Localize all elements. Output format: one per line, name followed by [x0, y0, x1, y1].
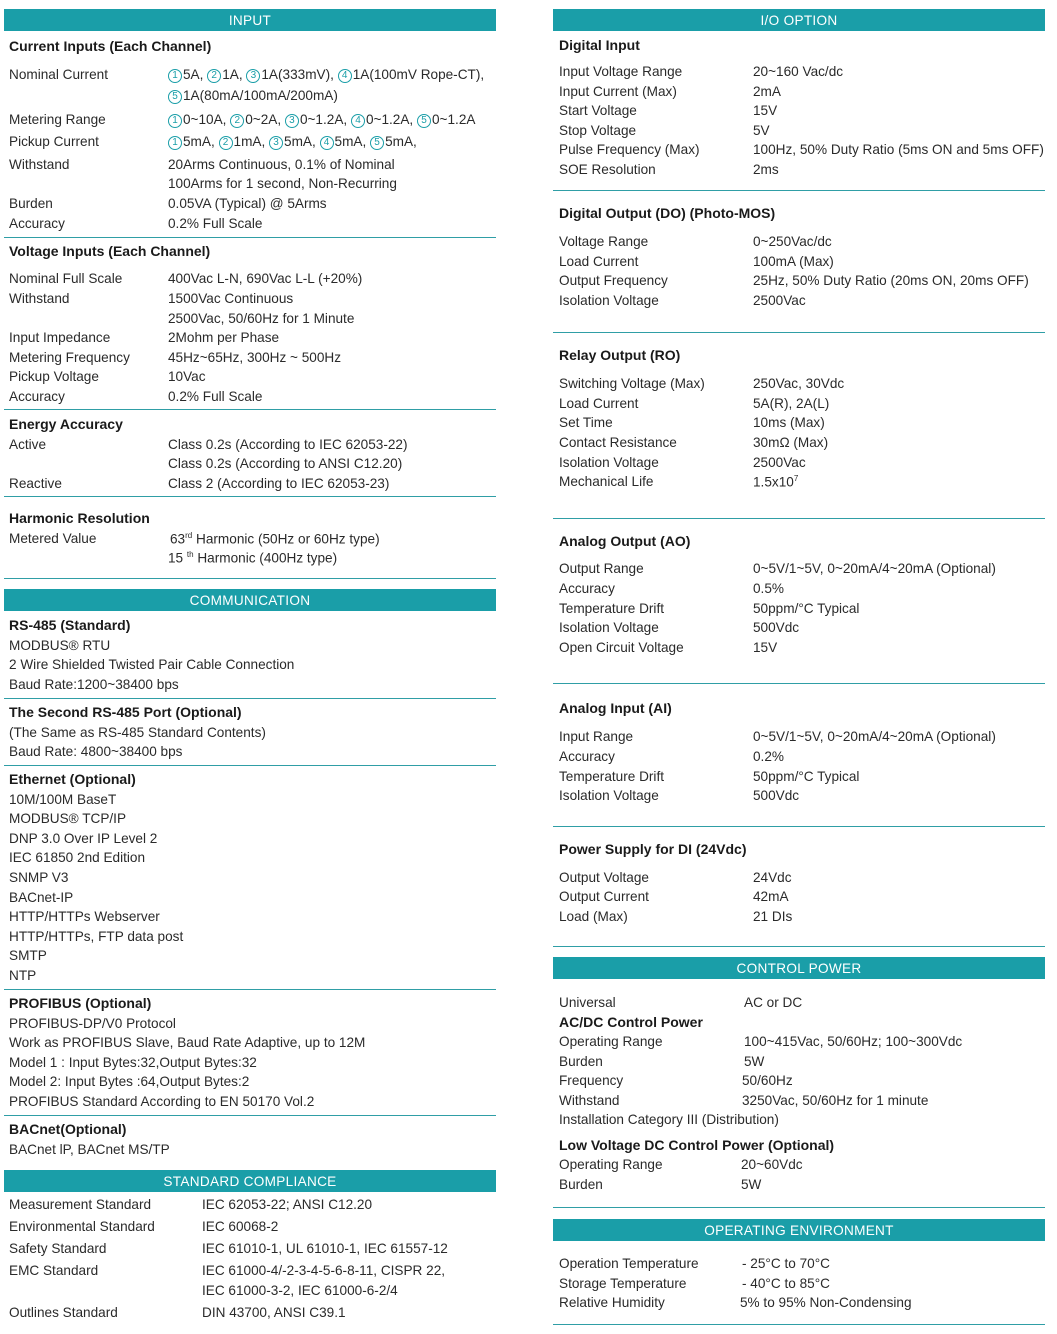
circled-1-icon: 1	[168, 69, 182, 83]
ao-value: 0.5%	[753, 581, 784, 596]
lv-value: 20~60Vdc	[741, 1157, 803, 1172]
rs485-line: MODBUS® RTU	[9, 638, 111, 653]
circled-5-icon: 5	[370, 136, 384, 150]
circled-1-icon: 1	[168, 136, 182, 150]
ao-label: Open Circuit Voltage	[559, 640, 684, 655]
circled-5-icon: 5	[417, 114, 431, 128]
emc-standard-value-2: IEC 61000-3-2, IEC 61000-6-2/4	[202, 1283, 398, 1298]
cp-value: 3250Vac, 50/60Hz for 1 minute	[742, 1093, 929, 1108]
safety-standard-value: IEC 61010-1, UL 61010-1, IEC 61557-12	[202, 1241, 448, 1256]
do-label: Isolation Voltage	[559, 293, 659, 308]
harmonic-resolution-title: Harmonic Resolution	[9, 510, 150, 526]
di-label: Start Voltage	[559, 103, 637, 118]
divider	[4, 409, 496, 410]
ro-value: 10ms (Max)	[753, 415, 825, 430]
profibus-title: PROFIBUS (Optional)	[9, 995, 152, 1011]
env-value: 5% to 95% Non-Condensing	[740, 1295, 912, 1310]
env-value: - 40°C to 85°C	[742, 1276, 830, 1291]
ethernet-line: MODBUS® TCP/IP	[9, 811, 127, 826]
do-label: Load Current	[559, 254, 639, 269]
env-label: Operation Temperature	[559, 1256, 699, 1271]
ai-label: Temperature Drift	[559, 769, 665, 784]
ro-label: Contact Resistance	[559, 435, 677, 450]
active-value-2: Class 0.2s (According to ANSI C12.20)	[168, 456, 403, 471]
ao-label: Accuracy	[559, 581, 615, 596]
pickup-voltage-value: 10Vac	[168, 369, 206, 384]
input-impedance-value: 2Mohm per Phase	[168, 330, 280, 345]
di-value: 100Hz, 50% Duty Ratio (5ms ON and 5ms OFF)	[753, 142, 1044, 157]
ao-value: 500Vdc	[753, 620, 800, 635]
metered-value-2: 15 $^{th}$ Harmonic (400Hz type)	[168, 550, 338, 566]
do-value: 2500Vac	[753, 293, 806, 308]
do-label: Voltage Range	[559, 234, 649, 249]
ai-value: 500Vdc	[753, 788, 800, 803]
divider	[553, 1324, 1045, 1325]
ethernet-line: HTTP/HTTPs Webserver	[9, 909, 160, 924]
cp-label: Burden	[559, 1054, 603, 1069]
communication-header: COMMUNICATION	[4, 589, 496, 611]
ai-value: 0~5V/1~5V, 0~20mA/4~20mA (Optional)	[753, 729, 996, 744]
circled-1-icon: 1	[168, 114, 182, 128]
di-value: 2ms	[753, 162, 779, 177]
ao-value: 15V	[753, 640, 778, 655]
burden-label: Burden	[9, 196, 53, 211]
metered-value-1: 63rd Harmonic (50Hz or 60Hz type)	[170, 531, 380, 547]
do-value: 25Hz, 50% Duty Ratio (20ms ON, 20ms OFF)	[753, 273, 1029, 288]
emc-standard-value-1: IEC 61000-4/-2-3-4-5-6-8-11, CISPR 22,	[202, 1263, 446, 1278]
profibus-line: PROFIBUS Standard According to EN 50170 Vol.2	[9, 1094, 315, 1109]
ao-label: Temperature Drift	[559, 601, 665, 616]
ai-value: 0.2%	[753, 749, 784, 764]
rs485-line: 2 Wire Shielded Twisted Pair Cable Connection	[9, 657, 295, 672]
lv-label: Operating Range	[559, 1157, 663, 1172]
divider	[4, 237, 496, 238]
active-label: Active	[9, 437, 47, 452]
ao-label: Output Range	[559, 561, 644, 576]
acdc-control-power-title: AC/DC Control Power	[559, 1014, 703, 1030]
lv-value: 5W	[741, 1177, 762, 1192]
circled-3-icon: 3	[285, 114, 299, 128]
second-rs485-title: The Second RS-485 Port (Optional)	[9, 704, 242, 720]
profibus-line: Model 2: Input Bytes :64,Output Bytes:2	[9, 1074, 250, 1089]
ps-label: Output Current	[559, 889, 649, 904]
ps-label: Load (Max)	[559, 909, 628, 924]
ro-value: 30mΩ (Max)	[753, 435, 829, 450]
accuracy-value: 0.2% Full Scale	[168, 216, 263, 231]
divider	[4, 1115, 496, 1116]
energy-accuracy-title: Energy Accuracy	[9, 416, 123, 432]
do-label: Output Frequency	[559, 273, 668, 288]
measurement-standard-value: IEC 62053-22; ANSI C12.20	[202, 1197, 373, 1212]
ethernet-line: HTTP/HTTPs, FTP data post	[9, 929, 184, 944]
ethernet-line: 10M/100M BaseT	[9, 792, 117, 807]
relay-output-title: Relay Output (RO)	[559, 347, 681, 363]
circled-3-icon: 3	[246, 69, 260, 83]
di-label: SOE Resolution	[559, 162, 656, 177]
metering-frequency-label: Metering Frequency	[9, 350, 130, 365]
do-value: 100mA (Max)	[753, 254, 834, 269]
ethernet-title: Ethernet (Optional)	[9, 771, 136, 787]
metering-frequency-value: 45Hz~65Hz, 300Hz ~ 500Hz	[168, 350, 342, 365]
rs485-line: Baud Rate:1200~38400 bps	[9, 677, 179, 692]
di-value: 2mA	[753, 84, 781, 99]
ro-label: Load Current	[559, 396, 639, 411]
control-power-header: CONTROL POWER	[553, 957, 1045, 979]
di-value: 15V	[753, 103, 778, 118]
operating-environment-header: OPERATING ENVIRONMENT	[553, 1219, 1045, 1241]
input-impedance-label: Input Impedance	[9, 330, 111, 345]
reactive-value: Class 2 (According to IEC 62053-23)	[168, 476, 390, 491]
input-header: INPUT	[4, 9, 496, 31]
env-label: Relative Humidity	[559, 1295, 665, 1310]
cp-label: Operating Range	[559, 1034, 663, 1049]
analog-input-title: Analog Input (AI)	[559, 700, 672, 716]
voltage-accuracy-value: 0.2% Full Scale	[168, 389, 263, 404]
divider	[4, 765, 496, 766]
divider	[553, 518, 1045, 519]
reactive-label: Reactive	[9, 476, 62, 491]
universal-label: Universal	[559, 995, 616, 1010]
nominal-current-value-2: 5 1A(80mA/100mA/200mA)	[168, 88, 338, 104]
outlines-standard-value: DIN 43700, ANSI C39.1	[202, 1305, 346, 1320]
low-voltage-dc-title: Low Voltage DC Control Power (Optional)	[559, 1137, 835, 1153]
nominal-current-label: Nominal Current	[9, 67, 108, 82]
emc-standard-label: EMC Standard	[9, 1263, 99, 1278]
ethernet-line: BACnet-IP	[9, 890, 74, 905]
circled-2-icon: 2	[207, 69, 221, 83]
divider	[4, 698, 496, 699]
circled-4-icon: 4	[338, 69, 352, 83]
withstand-value-2: 100Arms for 1 second, Non-Recurring	[168, 176, 397, 191]
universal-value: AC or DC	[744, 995, 803, 1010]
cp-label: Withstand	[559, 1093, 620, 1108]
metered-value-label: Metered Value	[9, 531, 97, 546]
withstand-label: Withstand	[9, 157, 70, 172]
divider	[553, 190, 1045, 191]
environmental-standard-value: IEC 60068-2	[202, 1219, 279, 1234]
burden-value: 0.05VA (Typical) @ 5Arms	[168, 196, 327, 211]
ps-value: 21 DIs	[753, 909, 793, 924]
digital-output-title: Digital Output (DO) (Photo-MOS)	[559, 205, 776, 221]
cp-value: 50/60Hz	[742, 1073, 793, 1088]
voltage-withstand-value-1: 1500Vac Continuous	[168, 291, 294, 306]
ethernet-line: SNMP V3	[9, 870, 69, 885]
ro-value: 5A(R), 2A(L)	[753, 396, 830, 411]
second-rs485-line: Baud Rate: 4800~38400 bps	[9, 744, 183, 759]
bacnet-line: BACnet lP, BACnet MS/TP	[9, 1142, 170, 1157]
mechanical-life-value: $1.5x10^7$	[753, 474, 799, 490]
di-label: Pulse Frequency (Max)	[559, 142, 700, 157]
di-label: Input Voltage Range	[559, 64, 683, 79]
divider	[553, 946, 1045, 947]
ao-label: Isolation Voltage	[559, 620, 659, 635]
ai-value: 50ppm/°C Typical	[753, 769, 860, 784]
pickup-current-value: 1 5mA, 2 1mA, 3 5mA, 4 5mA, 5 5mA,	[168, 134, 417, 150]
nominal-full-scale-label: Nominal Full Scale	[9, 271, 123, 286]
pickup-current-label: Pickup Current	[9, 134, 99, 149]
ro-label: Set Time	[559, 415, 613, 430]
di-value: 5V	[753, 123, 770, 138]
ps-label: Output Voltage	[559, 870, 649, 885]
divider	[553, 683, 1045, 684]
current-inputs-title: Current Inputs (Each Channel)	[9, 38, 212, 54]
ai-label: Input Range	[559, 729, 634, 744]
nominal-full-scale-value: 400Vac L-N, 690Vac L-L (+20%)	[168, 271, 363, 286]
voltage-inputs-title: Voltage Inputs (Each Channel)	[9, 243, 211, 259]
ps-value: 42mA	[753, 889, 789, 904]
voltage-withstand-value-2: 2500Vac, 50/60Hz for 1 Minute	[168, 311, 355, 326]
cp-label: Frequency	[559, 1073, 624, 1088]
profibus-line: Model 1 : Input Bytes:32,Output Bytes:32	[9, 1055, 257, 1070]
voltage-accuracy-label: Accuracy	[9, 389, 65, 404]
pickup-voltage-label: Pickup Voltage	[9, 369, 99, 384]
divider	[4, 578, 496, 579]
withstand-value-1: 20Arms Continuous, 0.1% of Nominal	[168, 157, 395, 172]
circled-5-icon: 5	[168, 90, 182, 104]
divider	[4, 496, 496, 497]
ethernet-line: IEC 61850 2nd Edition	[9, 850, 146, 865]
circled-4-icon: 4	[320, 136, 334, 150]
di-label: Stop Voltage	[559, 123, 637, 138]
metering-range-value: 1 0~10A, 2 0~2A, 3 0~1.2A, 4 0~1.2A, 5 0~1.2A	[168, 112, 475, 128]
ro-label: Isolation Voltage	[559, 455, 659, 470]
digital-input-title: Digital Input	[559, 37, 640, 53]
ethernet-line: DNP 3.0 Over IP Level 2	[9, 831, 158, 846]
ethernet-line: SMTP	[9, 948, 47, 963]
ao-value: 50ppm/°C Typical	[753, 601, 860, 616]
active-value-1: Class 0.2s (According to IEC 62053-22)	[168, 437, 408, 452]
env-value: - 25°C to 70°C	[742, 1256, 830, 1271]
installation-category: Installation Category III (Distribution)	[559, 1112, 779, 1127]
divider	[4, 989, 496, 990]
mechanical-life-label: Mechanical Life	[559, 474, 654, 489]
divider	[553, 332, 1045, 333]
standard-compliance-header: STANDARD COMPLIANCE	[4, 1170, 496, 1192]
ai-label: Isolation Voltage	[559, 788, 659, 803]
divider	[553, 1207, 1045, 1208]
power-supply-di-title: Power Supply for DI (24Vdc)	[559, 841, 747, 857]
ethernet-line: NTP	[9, 968, 37, 983]
ao-value: 0~5V/1~5V, 0~20mA/4~20mA (Optional)	[753, 561, 996, 576]
profibus-line: Work as PROFIBUS Slave, Baud Rate Adaptive, up to 12M	[9, 1035, 366, 1050]
ro-value: 250Vac, 30Vdc	[753, 376, 845, 391]
cp-value: 100~415Vac, 50/60Hz; 100~300Vdc	[744, 1034, 963, 1049]
analog-output-title: Analog Output (AO)	[559, 533, 691, 549]
voltage-withstand-label: Withstand	[9, 291, 70, 306]
circled-4-icon: 4	[351, 114, 365, 128]
ps-value: 24Vdc	[753, 870, 792, 885]
metering-range-label: Metering Range	[9, 112, 106, 127]
measurement-standard-label: Measurement Standard	[9, 1197, 152, 1212]
outlines-standard-label: Outlines Standard	[9, 1305, 118, 1320]
ro-label: Switching Voltage (Max)	[559, 376, 705, 391]
profibus-line: PROFIBUS-DP/V0 Protocol	[9, 1016, 176, 1031]
di-value: 20~160 Vac/dc	[753, 64, 844, 79]
rs485-title: RS-485 (Standard)	[9, 617, 131, 633]
circled-3-icon: 3	[269, 136, 283, 150]
bacnet-title: BACnet(Optional)	[9, 1121, 127, 1137]
cp-value: 5W	[744, 1054, 765, 1069]
circled-2-icon: 2	[219, 136, 233, 150]
divider	[553, 826, 1045, 827]
nominal-current-value: 1 5A, 2 1A, 3 1A(333mV), 4 1A(100mV Rope-CT),	[168, 67, 484, 83]
second-rs485-line: (The Same as RS-485 Standard Contents)	[9, 725, 266, 740]
di-label: Input Current (Max)	[559, 84, 677, 99]
do-value: 0~250Vac/dc	[753, 234, 832, 249]
io-option-header: I/O OPTION	[553, 9, 1045, 31]
accuracy-label: Accuracy	[9, 216, 65, 231]
lv-label: Burden	[559, 1177, 603, 1192]
env-label: Storage Temperature	[559, 1276, 687, 1291]
ai-label: Accuracy	[559, 749, 615, 764]
environmental-standard-label: Environmental Standard	[9, 1219, 155, 1234]
circled-2-icon: 2	[230, 114, 244, 128]
safety-standard-label: Safety Standard	[9, 1241, 107, 1256]
ro-value: 2500Vac	[753, 455, 806, 470]
